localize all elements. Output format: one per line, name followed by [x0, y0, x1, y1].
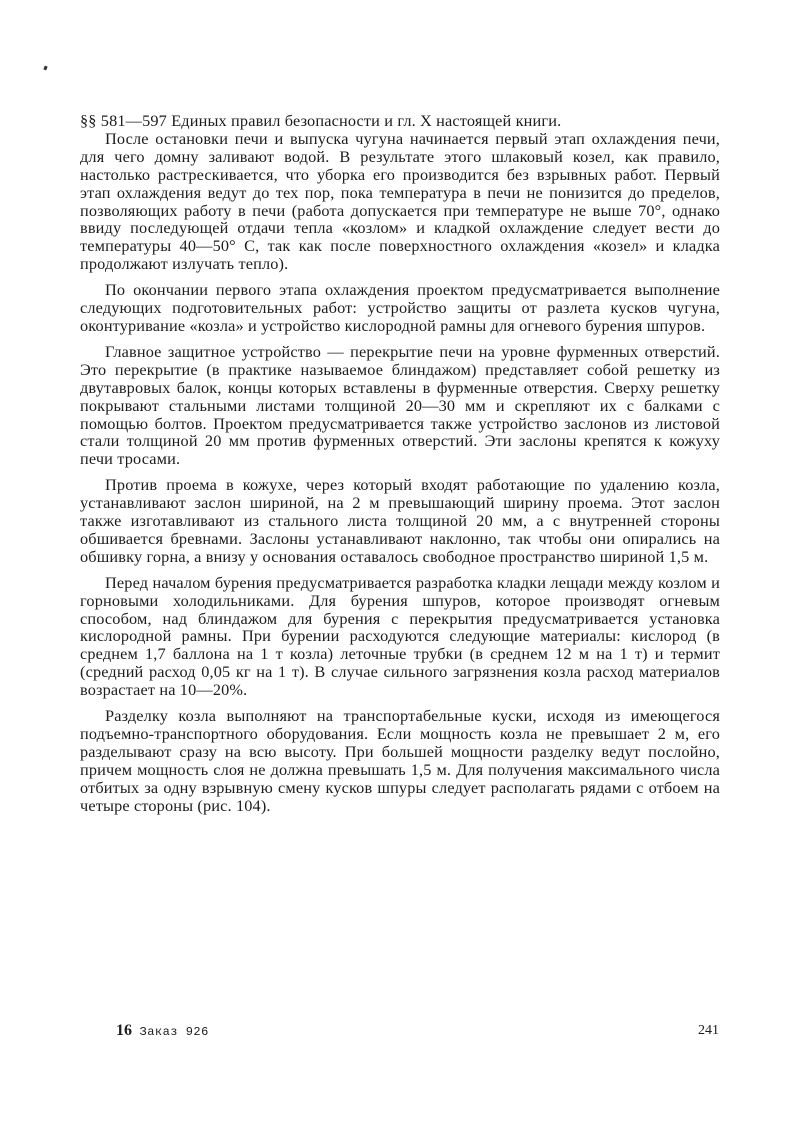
printer-signature — [116, 1022, 209, 1040]
page-body — [80, 112, 720, 815]
page-footer — [0, 1022, 793, 1042]
signature-order: Заказ 926 — [139, 1025, 209, 1039]
paragraph-1: §§ 581—597 Единых правил безопасности и гл. X настоящей книги. — [80, 111, 562, 130]
paragraph-4: Главное защитное устройство — перекрытие печи на уровне фурменных отверстий. Это перекрытие (в практике называемое блиндажом) представляет собой решетку из двутавровых балок, концы которых вставлены в фурменные отверстия. Сверху решетку покрывают стальными листами толщиной 20—30 мм и скрепляют их с балками с помощью болтов. Проектом предусматривается также устройство заслонов из листовой стали толщиной 20 мм против фурменных отверстий. Эти заслоны крепятся к кожуху печи тросами. — [80, 341, 720, 469]
paragraph-7: Разделку козла выполняют на транспортабельные куски, исходя из имеющегося подъемно-транспортного оборудования. Если мощность козла не превышает 2 м, его разделывают сразу на всю высоту. При большей мощности разделку ведут послойно, причем мощность слоя не должна превышать 1,5 м. Для получения максимального числа отбитых за одну взрывную смену кусков шпуры следует располагать рядами с отбоем на четыре стороны (рис. 104). — [80, 706, 720, 815]
paragraph-6: Перед началом бурения предусматривается разработка кладки лещади между козлом и горновыми холодильниками. Для бурения шпуров, которое производят огневым способом, над блиндажом для бурения с перекрытия предусматривается установка кислородной рамны. При бурении расходуются следующие материалы: кислород (в среднем 1,7 баллона на 1 т козла) леточные трубки (в среднем 12 м на 1 т) и термит (средний расход 0,05 кг на 1 т). В случае сильного загрязнения козла расход материалов возрастает на 10—20%. — [80, 572, 720, 700]
paragraph-5: Против проема в кожухе, через который входят работающие по удалению козла, устанавливают заслон шириной, на 2 м превышающий ширину проема. Этот заслон также изготавливают из стального листа толщиной 20 мм, а с внутренней стороны обшивается бревнами. Заслоны устанавливают наклонно, так чтобы они опирались на обшивку горна, а внизу у основания оставалось свободное пространство шириной 1,5 м. — [80, 475, 720, 566]
page-number: 241 — [698, 1023, 719, 1038]
paragraph-3: По окончании первого этапа охлаждения проектом предусматривается выполнение следующих подготовительных работ: устройство защиты от разлета кусков чугуна, оконтуривание «козла» и устройство кислородной рамны для огневого бурения шпуров. — [80, 280, 720, 335]
signature-number: 16 — [116, 1022, 132, 1039]
scan-mark — [43, 66, 47, 71]
paragraph-2: После остановки печи и выпуска чугуна начинается первый этап охлаждения печи, для чего домну заливают водой. В результате этого шлаковый козел, как правило, настолько растрескивается, что уборка его производится без взрывных работ. Первый этап охлаждения ведут до тех пор, пока температура в печи не понизится до пределов, позволяющих работу в печи (работа допускается при температуре не выше 70°, однако ввиду последующей отдачи тепла «козлом» и кладкой охлаждение следует вести до температуры 40—50° С, так как после поверхностного охлаждения «козел» и кладка продолжают излучать тепло). — [80, 128, 720, 274]
